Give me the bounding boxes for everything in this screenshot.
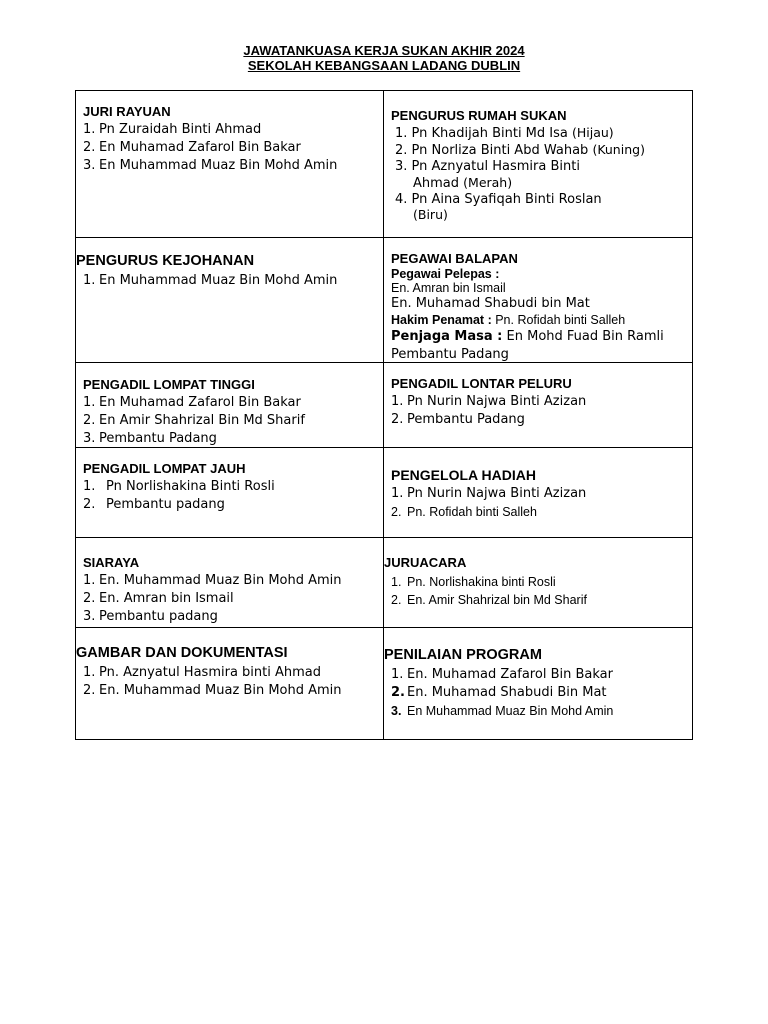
- cell-gambar-dokumentasi: [76, 644, 342, 700]
- list-item: 1. Pn Nurin Najwa Binti Azizan: [391, 486, 587, 501]
- list-item: 1. En. Muhammad Muaz Bin Mohd Amin: [83, 573, 342, 588]
- list-item: 1. En. Muhamad Zafarol Bin Bakar: [391, 667, 613, 682]
- list-item: 3. En Muhammad Muaz Bin Mohd Amin: [83, 158, 338, 173]
- list-item-continued: Ahmad (Merah): [413, 175, 513, 191]
- list-item: 1. Pn Khadijah Binti Md Isa (Hijau): [395, 125, 614, 141]
- section-heading: PENILAIAN PROGRAM: [384, 647, 542, 663]
- list-item: 1. Pn Norlishakina Binti Rosli: [83, 479, 275, 494]
- list-item: 4. Pn Aina Syafiqah Binti Roslan: [395, 192, 602, 207]
- cell-juri-rayuan: [83, 104, 337, 175]
- section-heading: PENGADIL LONTAR PELURU: [391, 376, 572, 391]
- list-item: 2. Pn. Rofidah binti Salleh: [391, 505, 537, 519]
- list-item: 2. En Muhamad Zafarol Bin Bakar: [83, 140, 301, 155]
- list-item: Hakim Penamat : Pn. Rofidah binti Salleh: [391, 313, 626, 327]
- list-item: 1. Pn Nurin Najwa Binti Azizan: [391, 394, 587, 409]
- document-subtitle: SEKOLAH KEBANGSAAN LADANG DUBLIN: [247, 58, 521, 73]
- list-item: 2. Pembantu padang: [83, 497, 225, 512]
- cell-pengelola-hadiah: [391, 466, 586, 521]
- cell-pengadil-lompat-tinggi: [83, 377, 305, 448]
- list-item: 3. Pn Aznyatul Hasmira Binti: [395, 159, 580, 174]
- list-item: 1. Pn. Aznyatul Hasmira binti Ahmad: [83, 665, 322, 680]
- list-item: 2. En. Amir Shahrizal bin Md Sharif: [391, 593, 587, 607]
- section-heading: PEGAWAI BALAPAN: [391, 251, 518, 266]
- list-item: 2. En. Muhamad Shabudi Bin Mat: [391, 685, 607, 700]
- section-heading: SIARAYA: [83, 555, 140, 570]
- list-item: 2. En. Amran bin Ismail: [83, 591, 234, 606]
- section-heading: JURI RAYUAN: [83, 104, 171, 119]
- list-item: 3. Pembantu Padang: [83, 431, 217, 446]
- section-heading: JURUACARA: [384, 555, 467, 570]
- subheading: Pegawai Pelepas :: [391, 267, 500, 281]
- section-heading: PENGELOLA HADIAH: [391, 467, 536, 483]
- list-item: 3. En Muhammad Muaz Bin Mohd Amin: [391, 704, 614, 718]
- list-item: 2. En Amir Shahrizal Bin Md Sharif: [83, 413, 305, 428]
- list-item-continued: (Biru): [413, 207, 448, 222]
- list-item: 1. En Muhamad Zafarol Bin Bakar: [83, 395, 301, 410]
- cell-pengadil-lontar-peluru: [391, 376, 586, 429]
- document-title: JAWATANKUASA KERJA SUKAN AKHIR 2024: [243, 43, 525, 58]
- section-heading: PENGADIL LOMPAT JAUH: [83, 461, 246, 476]
- section-heading: GAMBAR DAN DOKUMENTASI: [76, 645, 288, 661]
- list-item: 2. En. Muhammad Muaz Bin Mohd Amin: [83, 683, 342, 698]
- list-item: 3. Pembantu padang: [83, 609, 218, 624]
- cell-pengadil-lompat-jauh: [83, 461, 275, 514]
- list-item: Penjaga Masa : En Mohd Fuad Bin Ramli: [391, 329, 664, 344]
- section-heading: PENGADIL LOMPAT TINGGI: [83, 377, 255, 392]
- list-item: En. Muhamad Shabudi bin Mat: [391, 296, 590, 311]
- list-item: En. Amran bin Ismail: [391, 281, 506, 295]
- list-item: 2. Pn Norliza Binti Abd Wahab (Kuning): [395, 142, 645, 158]
- cell-penilaian-program: [384, 646, 613, 720]
- list-item: 1. En Muhammad Muaz Bin Mohd Amin: [83, 273, 338, 288]
- list-item: 1. Pn. Norlishakina binti Rosli: [391, 575, 556, 589]
- cell-juruacara: [384, 555, 587, 609]
- cell-pegawai-balapan: [391, 251, 664, 363]
- table-row-divider: [75, 537, 693, 538]
- list-item: 2. Pembantu Padang: [391, 412, 525, 427]
- table-column-divider: [383, 90, 384, 740]
- cell-siaraya: [83, 555, 342, 626]
- table-row-divider: [75, 237, 693, 238]
- cell-pengurus-kejohanan: [76, 252, 337, 290]
- table-row-divider: [75, 627, 693, 628]
- list-item: 1. Pn Zuraidah Binti Ahmad: [83, 122, 262, 137]
- cell-pengurus-rumah-sukan: [391, 108, 645, 223]
- section-heading: PENGURUS RUMAH SUKAN: [391, 108, 567, 123]
- list-item: Pembantu Padang: [391, 347, 509, 362]
- section-heading: PENGURUS KEJOHANAN: [76, 253, 255, 269]
